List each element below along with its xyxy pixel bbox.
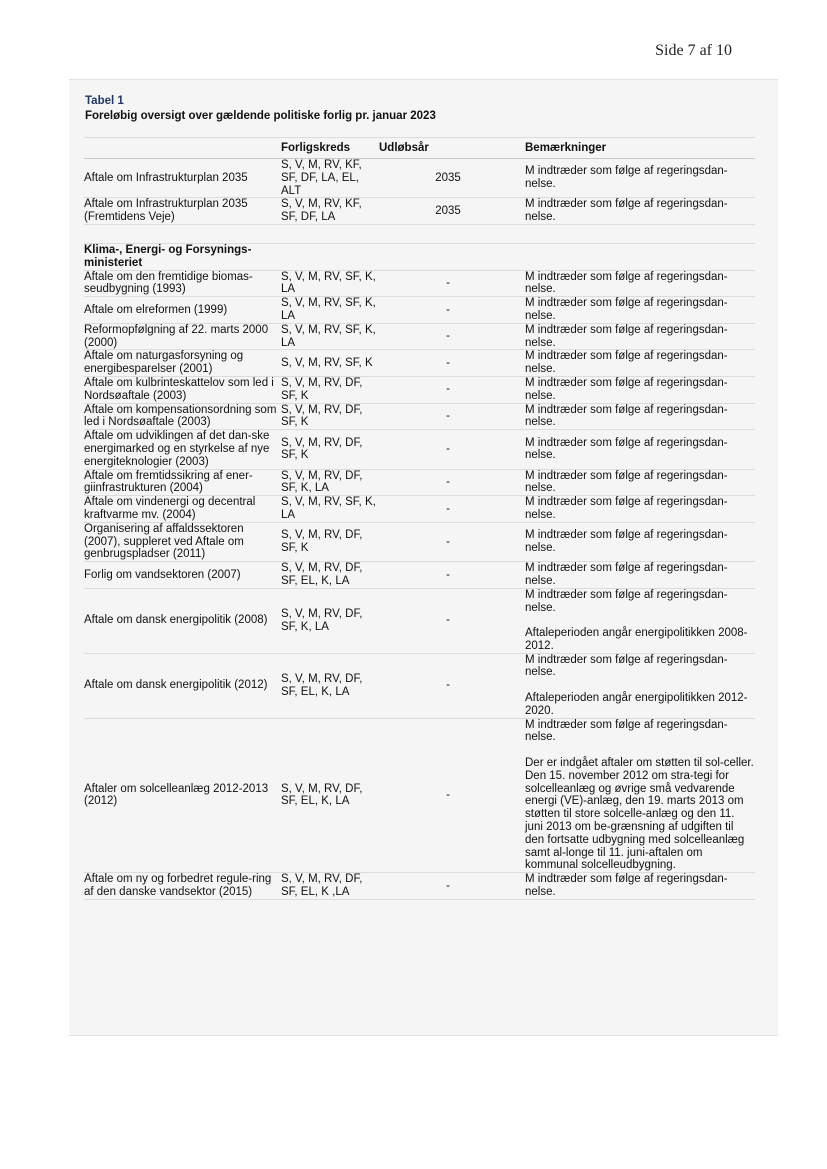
cell-forligskreds: S, V, M, RV, DF, SF, K, LA [281,469,363,495]
cell-forligskreds: S, V, M, RV, DF, SF, K [281,403,363,429]
spacer-row [84,224,755,243]
cell-aftale: Aftale om elreformen (1999) [84,303,228,316]
cell-bemaerkninger [525,323,755,350]
cell-udloebsaar: - [446,475,450,488]
table-row [84,270,755,297]
remark-paragraph: M indtræder som følge af regeringsdan-nelse. [525,270,728,296]
table-row [84,653,755,718]
cell-aftale: Aftale om kompensationsordning som led i Nordsøaftale (2003) [84,403,277,429]
remark-paragraph: M indtræder som følge af regeringsdan-nelse. [525,588,728,614]
remark-paragraph: Aftaleperioden angår energipolitikken 2012-2020. [525,692,748,717]
remark-paragraph: M indtræder som følge af regeringsdan-nelse. [525,562,728,587]
empty-cell [379,243,525,270]
cell-forligskreds: S, V, M, RV, DF, SF, EL, K, LA [281,562,363,587]
remark-paragraph: M indtræder som følge af regeringsdan-nelse. [525,469,728,495]
cell-forligskreds: S, V, M, RV, DF, SF, EL, K, LA [281,782,363,808]
cell-forligskreds: S, V, M, RV, DF, SF, K [281,376,363,402]
table-label: Tabel 1 [85,95,124,107]
cell-bemaerkninger [525,270,755,297]
cell-forligskreds: S, V, M, RV, DF, SF, K [281,436,363,462]
remark-paragraph: M indtræder som følge af regeringsdan-nelse. [525,529,728,554]
cell-forligskreds: S, V, M, RV, SF, K, LA [281,270,376,296]
cell-aftale: Aftale om kulbrinteskattelov som led i Nordsøaftale (2003) [84,376,274,402]
remark-paragraph: Aftaleperioden angår energipolitikken 2008-2012. [525,627,748,652]
remark-paragraph: Der er indgået aftaler om støtten til sol-celler. Den 15. november 2012 om stra-tegi for solcelleanlæg og øvrige små vedvarende energi (VE)-anlæg, den 19. marts 2013 om støtten til store solcelle-anlæg og den 11. juni 2013 om be-grænsning af udgiften til den fortsatte udbygning med solcelleanlæg samt al-longe til 11. juni-aftalen om kommunal solcelleudbygning. [525,757,754,872]
table-row [84,562,755,589]
cell-bemaerkninger [525,873,755,900]
cell-bemaerkninger [525,522,755,561]
remark-paragraph: M indtræder som følge af regeringsdan-nelse. [525,873,728,899]
table-row [84,430,755,469]
table-row [84,350,755,377]
empty-cell [525,243,755,270]
section-title: Klima-, Energi- og Forsynings-ministeriet [84,243,252,269]
page-number: Side 7 af 10 [655,42,732,59]
cell-forligskreds: S, V, M, RV, DF, SF, K [281,529,363,554]
header-row [84,138,755,159]
remark-paragraph: M indtræder som følge af regeringsdan-nelse. [525,436,728,462]
table-row [84,376,755,403]
cell-bemaerkninger [525,496,755,523]
header-bemaerkninger: Bemærkninger [525,141,607,154]
cell-bemaerkninger [525,430,755,469]
cell-udloebsaar: - [446,502,450,515]
remark-paragraph: M indtræder som følge af regeringsdan-nelse. [525,323,728,349]
cell-bemaerkninger [525,653,755,718]
cell-aftale: Aftale om fremtidssikring af ener-giinfrastrukturen (2004) [84,469,253,495]
cell-forligskreds: S, V, M, RV, SF, K, LA [281,323,376,349]
cell-forligskreds: S, V, M, RV, SF, K, LA [281,496,376,521]
remark-paragraph: M indtræder som følge af regeringsdan-nelse. [525,653,728,679]
cell-udloebsaar: - [446,789,450,802]
cell-aftale: Forlig om vandsektoren (2007) [84,568,241,581]
table-row [84,873,755,900]
cell-udloebsaar: - [446,276,450,289]
table-row [84,496,755,523]
cell-aftale: Aftale om Infrastrukturplan 2035 (Fremtidens Veje) [84,198,248,224]
cell-bemaerkninger [525,198,755,225]
remark-paragraph: M indtræder som følge af regeringsdan-nelse. [525,718,728,744]
header-aftale [84,138,281,159]
cell-aftale: Aftale om den fremtidige biomas-seudbygning (1993) [84,270,253,296]
cell-forligskreds: S, V, M, RV, SF, K [281,356,373,369]
remark-paragraph: M indtræder som følge af regeringsdan-nelse. [525,165,728,191]
cell-forligskreds: S, V, M, RV, KF, SF, DF, LA, EL, ALT [281,159,362,197]
table-row [84,718,755,873]
cell-forligskreds: S, V, M, RV, SF, K, LA [281,297,376,322]
remark-paragraph: M indtræder som følge af regeringsdan-nelse. [525,198,728,224]
table-row [84,522,755,561]
cell-bemaerkninger [525,718,755,873]
section-header-row [84,243,755,270]
cell-forligskreds: S, V, M, RV, DF, SF, EL, K ,LA [281,873,363,899]
cell-aftale: Aftale om naturgasforsyning og energibesparelser (2001) [84,350,244,376]
remark-paragraph: M indtræder som følge af regeringsdan-nelse. [525,496,728,521]
header-forligskreds: Forligskreds [281,141,351,154]
cell-udloebsaar: - [446,303,450,316]
table-row [84,297,755,324]
table-title: Foreløbig oversigt over gældende politiske forlig pr. januar 2023 [85,110,436,122]
table-row [84,469,755,496]
agreements-table [84,137,755,900]
cell-udloebsaar: - [446,535,450,548]
remark-paragraph: M indtræder som følge af regeringsdan-nelse. [525,403,728,429]
cell-forligskreds: S, V, M, RV, DF, SF, K, LA [281,607,363,633]
table-row [84,198,755,225]
cell-udloebsaar: 2035 [435,204,461,217]
header-udloebsaar: Udløbsår [379,141,429,154]
cell-udloebsaar: - [446,568,450,581]
cell-aftale: Reformopfølgning af 22. marts 2000 (2000) [84,323,269,349]
cell-bemaerkninger [525,403,755,430]
table-caption [85,94,436,124]
cell-aftale: Aftale om dansk energipolitik (2008) [84,614,268,627]
remark-paragraph: M indtræder som følge af regeringsdan-nelse. [525,297,728,322]
table-panel [69,79,778,1036]
table-row [84,323,755,350]
cell-bemaerkninger [525,562,755,589]
cell-aftale: Aftale om Infrastrukturplan 2035 [84,171,248,184]
cell-bemaerkninger [525,350,755,377]
table-row [84,159,755,198]
cell-aftale: Aftale om dansk energipolitik (2012) [84,679,268,692]
cell-udloebsaar: - [446,409,450,422]
table-row [84,403,755,430]
cell-bemaerkninger [525,297,755,324]
cell-udloebsaar: - [446,356,450,369]
cell-aftale: Organisering af affaldssektoren (2007), suppleret ved Aftale om genbrugspladser (2011) [84,522,244,561]
cell-forligskreds: S, V, M, RV, KF, SF, DF, LA [281,198,362,224]
cell-aftale: Aftaler om solcelleanlæg 2012-2013 (2012) [84,782,269,808]
cell-aftale: Aftale om udviklingen af det dan-ske energimarked og en styrkelse af nye energiteknologier (2003) [84,430,270,468]
cell-forligskreds: S, V, M, RV, DF, SF, EL, K, LA [281,672,363,698]
remark-paragraph: M indtræder som følge af regeringsdan-nelse. [525,376,728,402]
cell-bemaerkninger [525,588,755,653]
remark-paragraph: M indtræder som følge af regeringsdan-nelse. [525,350,728,376]
cell-udloebsaar: - [446,614,450,627]
table-row [84,588,755,653]
cell-udloebsaar: - [446,679,450,692]
cell-udloebsaar: - [446,383,450,396]
cell-aftale: Aftale om vindenergi og decentral kraftvarme mv. (2004) [84,496,256,521]
cell-bemaerkninger [525,376,755,403]
cell-aftale: Aftale om ny og forbedret regule-ring af den danske vandsektor (2015) [84,873,272,899]
cell-udloebsaar: - [446,330,450,343]
cell-udloebsaar: - [446,879,450,892]
cell-bemaerkninger [525,159,755,198]
empty-cell [281,243,379,270]
cell-bemaerkninger [525,469,755,496]
cell-udloebsaar: - [446,442,450,455]
cell-udloebsaar: 2035 [435,171,461,184]
